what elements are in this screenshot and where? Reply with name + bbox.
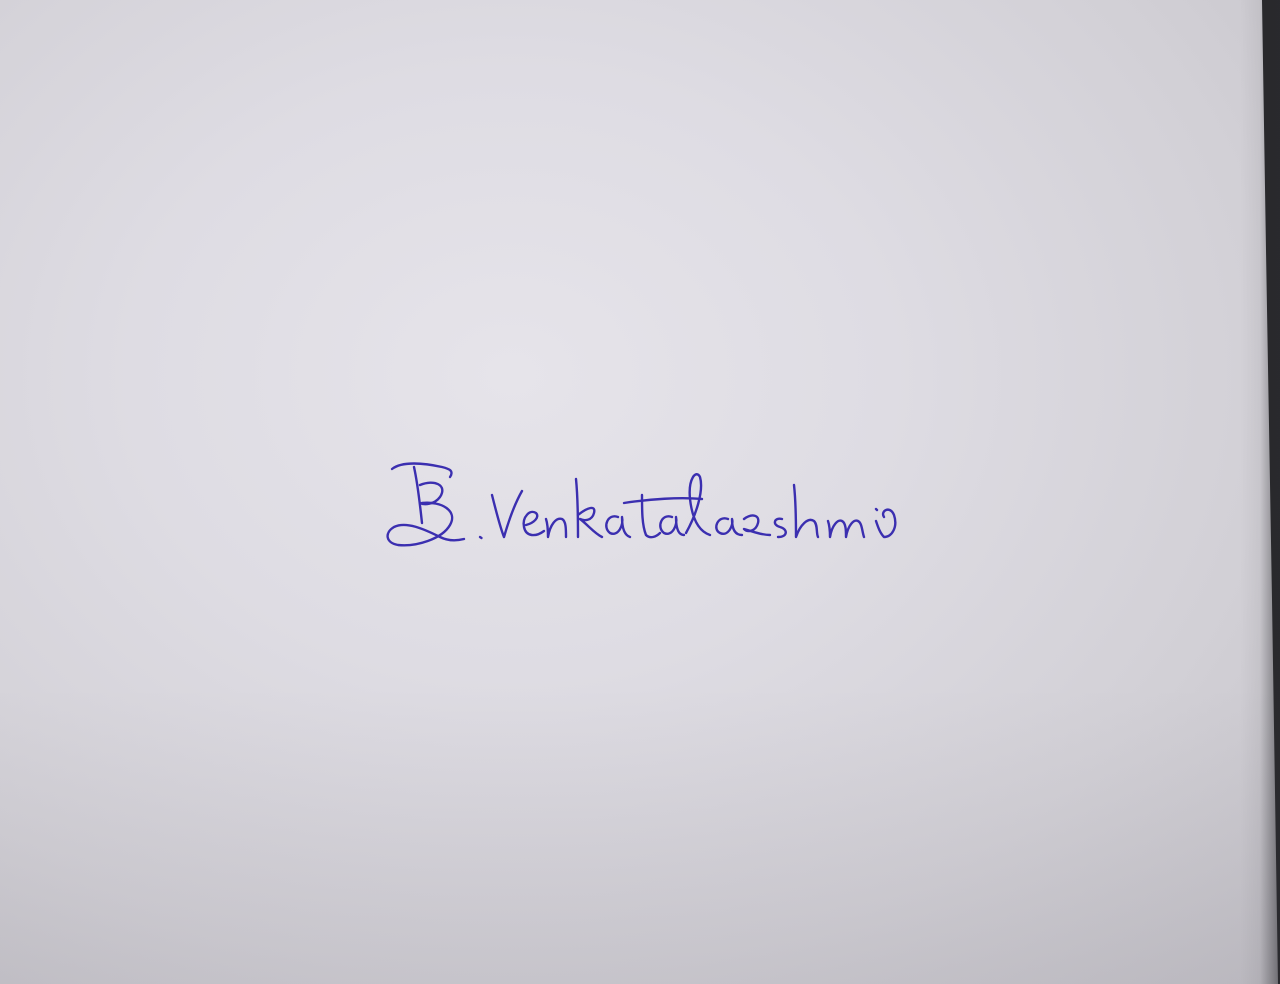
lighting-gradient	[0, 684, 1280, 984]
handwritten-signature	[380, 455, 940, 565]
